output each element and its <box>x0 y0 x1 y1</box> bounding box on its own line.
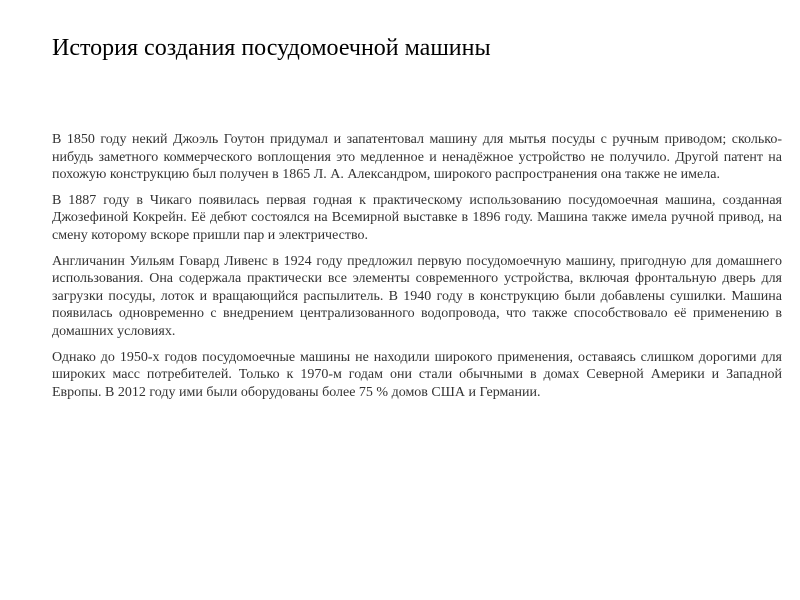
slide-body <box>52 131 782 409</box>
paragraph-2: В 1887 году в Чикаго появилась первая годная к практическому использованию посудомоечная машина, созданная Джозефиной Кокрейн. Её дебют состоялся на Всемирной выставке в 1896 году. Машина также имела ручной привод, на смену которому вскоре пришли пар и электричество. <box>52 192 782 243</box>
paragraph-1: В 1850 году некий Джоэль Гоутон придумал и запатентовал машину для мытья посуды с ручным приводом; сколько-нибудь заметного коммерческого воплощения это медленное и ненадёжное устройство не получило. Другой патент на похожую конструкцию был получен в 1865 Л. А. Александром, широкого распространения она также не имела. <box>52 132 782 183</box>
paragraph-3: Англичанин Уильям Говард Ливенс в 1924 году предложил первую посудомоечную машину, пригодную для домашнего использования. Она содержала практически все элементы современного устройства, включая фронтальную дверь для загрузки посуды, лоток и вращающийся распылитель. В 1940 году в конструкцию были добавлены сушилки. Машина появилась одновременно с внедрением централизованного водопровода, что также способствовало её применению в домашних условиях. <box>52 253 782 339</box>
slide-title: История создания посудомоечной машины <box>52 35 491 61</box>
paragraph-4: Однако до 1950-х годов посудомоечные машины не находили широкого применения, оставаясь слишком дорогими для широких масс потребителей. Только к 1970-м годам они стали обычными в домах Северной Америки и Западной Европы. В 2012 году ими были оборудованы более 75 % домов США и Германии. <box>52 349 782 400</box>
